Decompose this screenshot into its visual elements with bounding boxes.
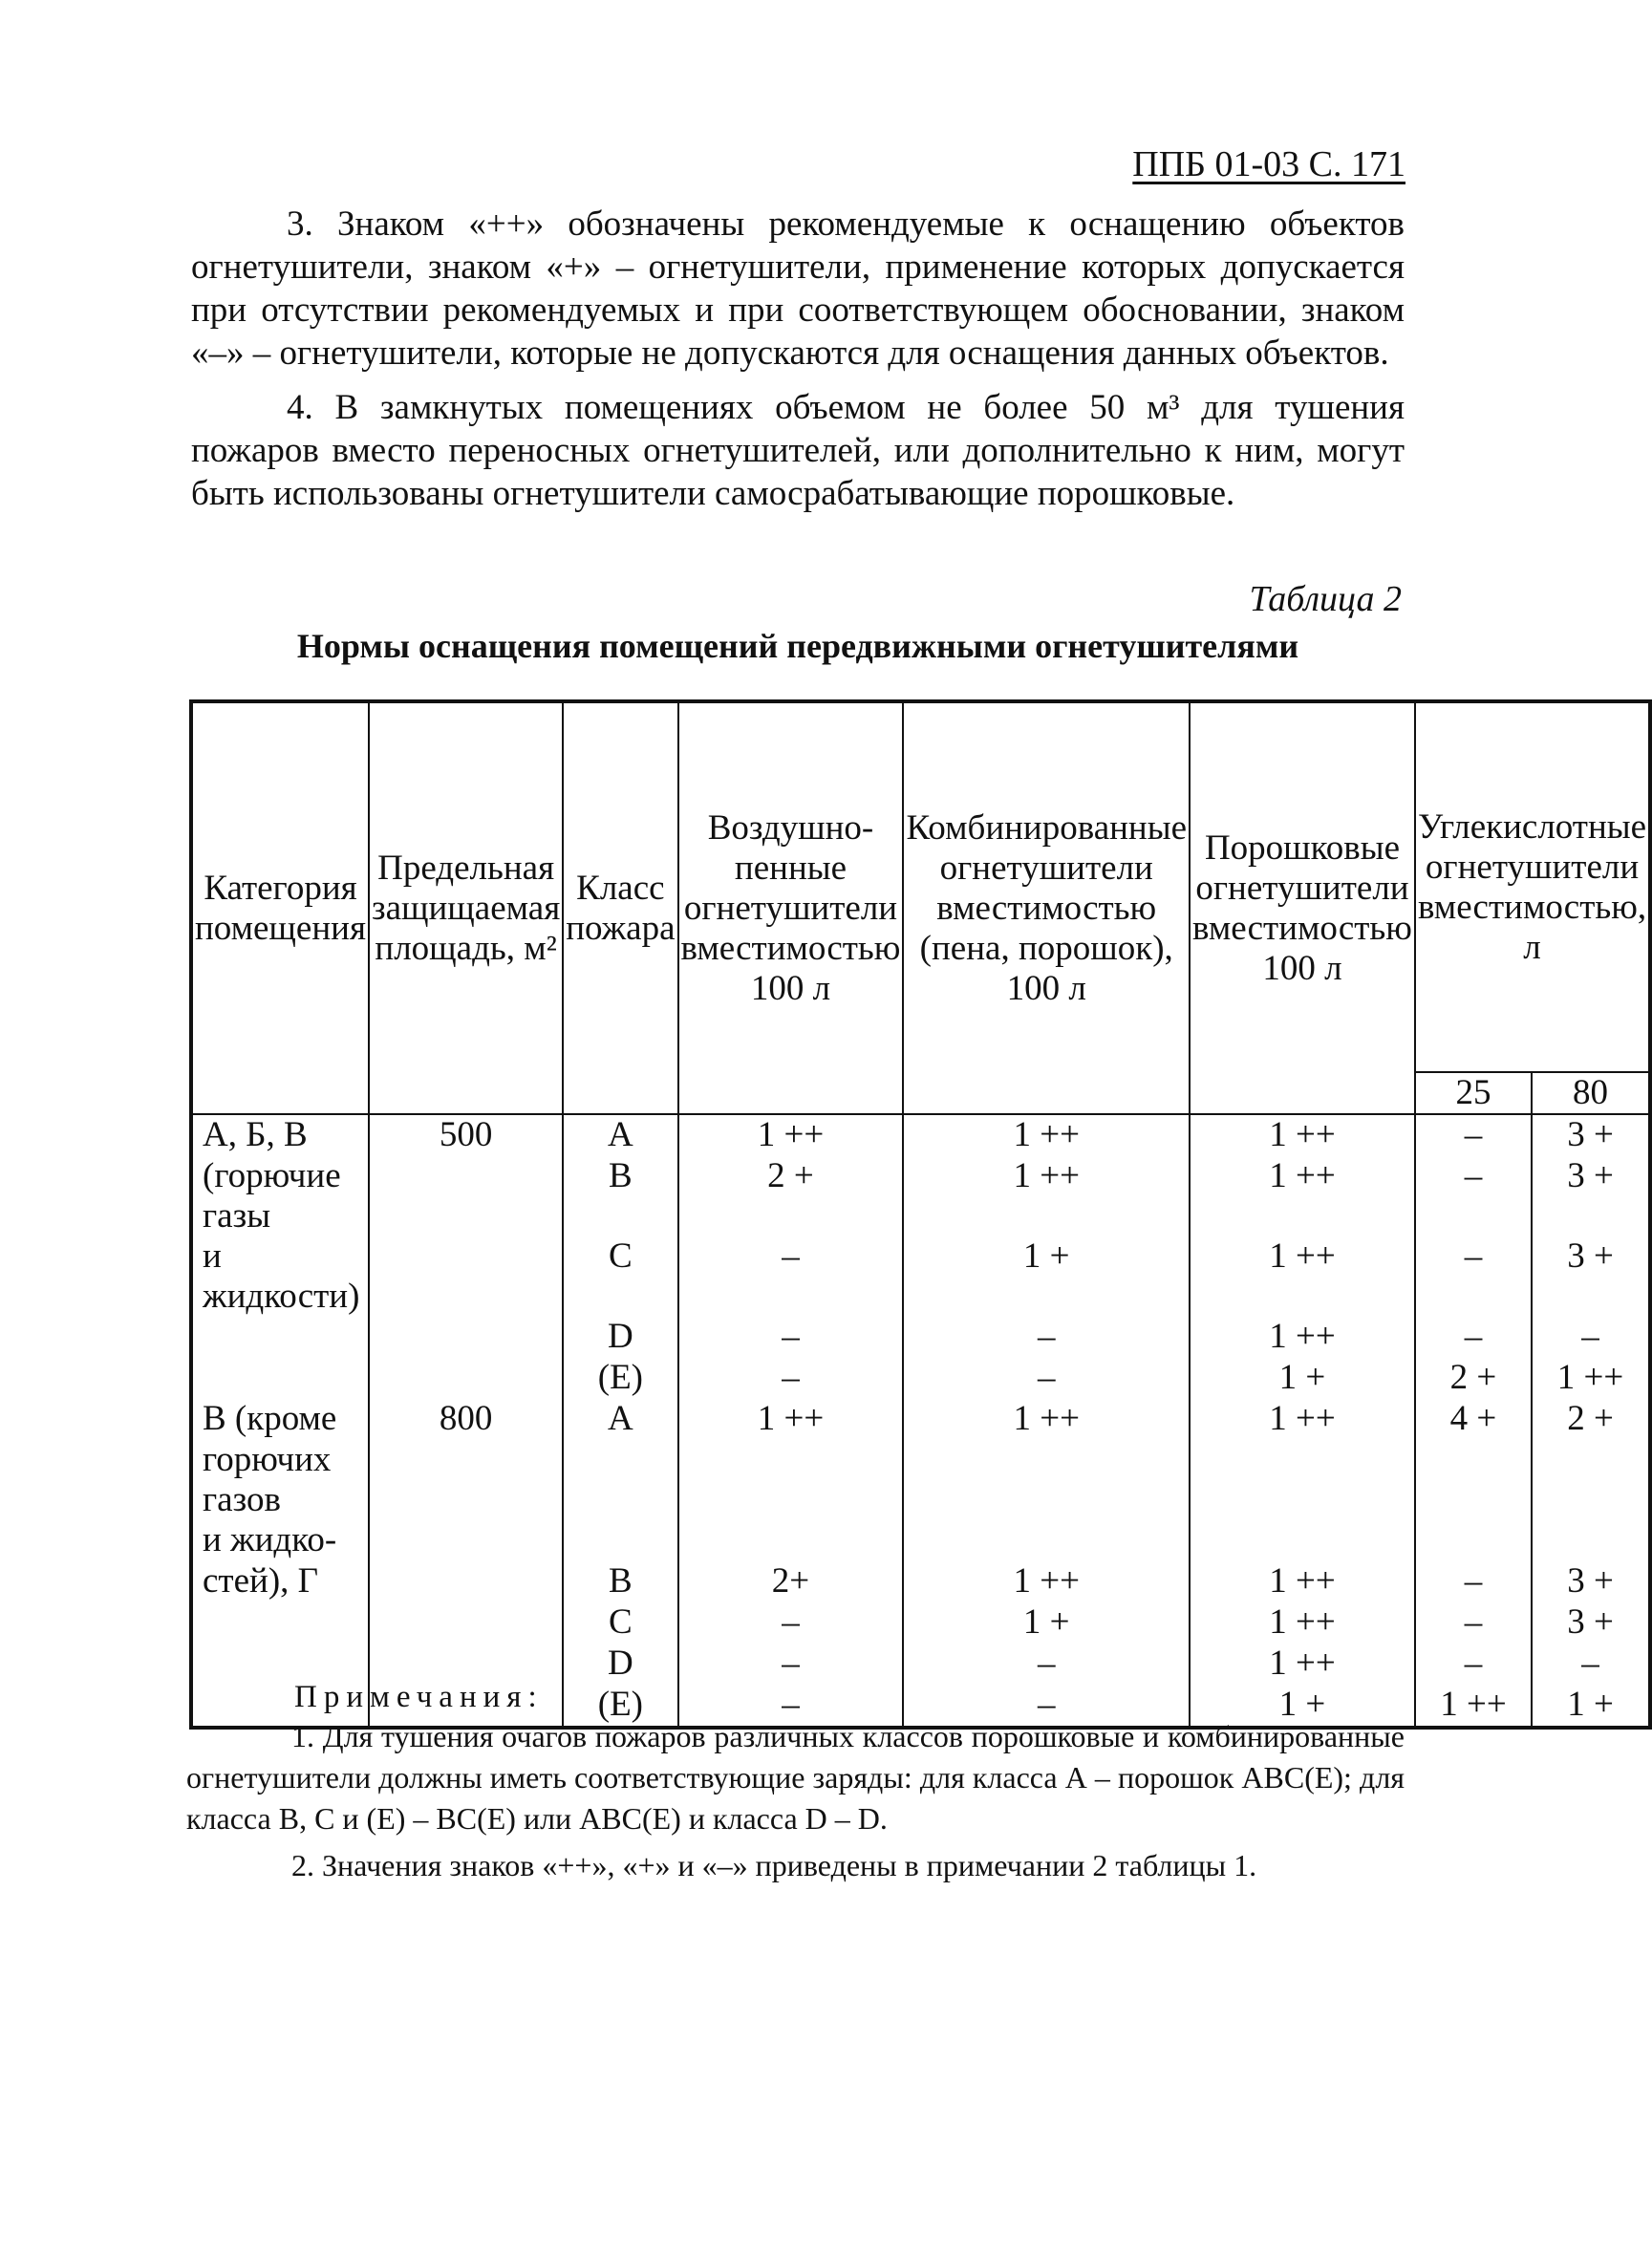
table-title: Нормы оснащения помещений передвижными огнетушителями <box>296 627 1299 665</box>
cell-area <box>369 1644 563 1685</box>
cell-air-foam: – <box>678 1358 904 1399</box>
cell-combined: – <box>903 1317 1190 1358</box>
cell-powder: 1 ++ <box>1190 1236 1415 1317</box>
table-row <box>191 1520 1650 1561</box>
cell-combined <box>903 1440 1190 1520</box>
table-row <box>191 1156 1650 1236</box>
cell-category <box>191 1602 369 1644</box>
cell-combined: 1 ++ <box>903 1399 1190 1440</box>
paragraph-4: 4. В замкнутых помещениях объемом не более 50 м³ для тушения пожаров вместо переносных огнетушителей, или дополнительно к ним, могут быть использованы огнетушители самосрабатывающие порошковые. <box>191 388 1405 513</box>
cell-co2-80: – <box>1532 1317 1650 1358</box>
cell-co2-25: 1 ++ <box>1415 1685 1532 1728</box>
cell-co2-25: – <box>1415 1561 1532 1602</box>
body-text <box>191 203 1405 527</box>
cell-co2-25: – <box>1415 1602 1532 1644</box>
cell-category: В (кроме <box>191 1399 369 1440</box>
cell-air-foam: – <box>678 1644 904 1685</box>
note-1: 1. Для тушения очагов пожаров различных классов порошковые и комбинированные огнетушители должны иметь соответствующие заряды: для класса А – порошок АВС(Е); для класса В, С и (Е) – ВС(Е) или АВС(Е) и класса D – D. <box>186 1719 1405 1836</box>
cell-powder: 1 ++ <box>1190 1602 1415 1644</box>
cell-area <box>369 1520 563 1561</box>
cell-class: В <box>563 1561 677 1602</box>
cell-category: горючих газов <box>191 1440 369 1520</box>
cell-air-foam: 1 ++ <box>678 1399 904 1440</box>
cell-class: D <box>563 1644 677 1685</box>
table-row <box>191 1440 1650 1520</box>
cell-powder: 1 ++ <box>1190 1561 1415 1602</box>
cell-co2-80 <box>1532 1520 1650 1561</box>
table-label: Таблица 2 <box>1249 579 1402 619</box>
header-co2-80: 80 <box>1532 1072 1650 1114</box>
cell-class: С <box>563 1236 677 1317</box>
cell-co2-25: 4 + <box>1415 1399 1532 1440</box>
cell-category: стей), Г <box>191 1561 369 1602</box>
cell-air-foam: 2 + <box>678 1156 904 1236</box>
header-co2: Углекислотные огнетушители вместимостью, л <box>1415 701 1650 1072</box>
cell-co2-80: 3 + <box>1532 1156 1650 1236</box>
table-row <box>191 1561 1650 1602</box>
cell-class: (Е) <box>563 1685 677 1728</box>
cell-powder <box>1190 1520 1415 1561</box>
table-body <box>191 1114 1650 1728</box>
norms-table <box>189 699 1652 1730</box>
cell-co2-25: – <box>1415 1156 1532 1236</box>
cell-class <box>563 1440 677 1520</box>
cell-class: С <box>563 1602 677 1644</box>
cell-combined: – <box>903 1644 1190 1685</box>
cell-air-foam: 2+ <box>678 1561 904 1602</box>
cell-category: А, Б, В <box>191 1114 369 1156</box>
cell-area <box>369 1156 563 1236</box>
cell-area <box>369 1317 563 1358</box>
notes-heading: Примечания: <box>294 1680 544 1714</box>
cell-co2-25 <box>1415 1440 1532 1520</box>
cell-category: и жидко- <box>191 1520 369 1561</box>
cell-co2-25: – <box>1415 1236 1532 1317</box>
cell-class <box>563 1520 677 1561</box>
cell-class: D <box>563 1317 677 1358</box>
cell-co2-80: 1 + <box>1532 1685 1650 1728</box>
table-row <box>191 1644 1650 1685</box>
table-row <box>191 1399 1650 1440</box>
cell-combined: – <box>903 1685 1190 1728</box>
cell-air-foam: – <box>678 1685 904 1728</box>
cell-air-foam: – <box>678 1236 904 1317</box>
cell-combined: 1 ++ <box>903 1156 1190 1236</box>
cell-co2-80: 3 + <box>1532 1602 1650 1644</box>
cell-area <box>369 1358 563 1399</box>
cell-area <box>369 1561 563 1602</box>
cell-category: (горючие газы <box>191 1156 369 1236</box>
cell-powder: 1 ++ <box>1190 1156 1415 1236</box>
header-combined: Комбинированные огнетушители вместимостью (пена, порошок), 100 л <box>903 701 1190 1114</box>
cell-co2-80: 2 + <box>1532 1399 1650 1440</box>
cell-co2-80: – <box>1532 1644 1650 1685</box>
header-area: Предельная защищаемая площадь, м² <box>369 701 563 1114</box>
cell-powder: 1 + <box>1190 1685 1415 1728</box>
cell-co2-25 <box>1415 1520 1532 1561</box>
notes <box>186 1716 1405 1892</box>
cell-class: А <box>563 1399 677 1440</box>
header-category: Категория помещения <box>191 701 369 1114</box>
cell-co2-80 <box>1532 1440 1650 1520</box>
cell-area <box>369 1602 563 1644</box>
cell-category <box>191 1317 369 1358</box>
cell-area <box>369 1440 563 1520</box>
cell-area: 800 <box>369 1399 563 1440</box>
table-row <box>191 1358 1650 1399</box>
header-co2-25: 25 <box>1415 1072 1532 1114</box>
cell-combined <box>903 1520 1190 1561</box>
cell-combined: 1 + <box>903 1602 1190 1644</box>
cell-area: 500 <box>369 1114 563 1156</box>
cell-co2-25: – <box>1415 1317 1532 1358</box>
cell-powder <box>1190 1440 1415 1520</box>
cell-co2-25: 2 + <box>1415 1358 1532 1399</box>
cell-air-foam <box>678 1440 904 1520</box>
table-row <box>191 1236 1650 1317</box>
cell-powder: 1 ++ <box>1190 1317 1415 1358</box>
cell-air-foam: 1 ++ <box>678 1114 904 1156</box>
cell-category <box>191 1644 369 1685</box>
cell-air-foam <box>678 1520 904 1561</box>
cell-co2-25: – <box>1415 1114 1532 1156</box>
cell-combined: 1 + <box>903 1236 1190 1317</box>
cell-class: (Е) <box>563 1358 677 1399</box>
paragraph-3: 3. Знаком «++» обозначены рекомендуемые к оснащению объектов огнетушители, знаком «+» – огнетушители, применение которых допускается при отсутствии рекомендуемых и при соответствующем обосновании, знаком «–» – огнетушители, которые не допускаются для оснащения данных объектов. <box>191 204 1405 373</box>
cell-category: и жидкости) <box>191 1236 369 1317</box>
page-header: ППБ 01-03 С. 171 <box>1132 144 1405 184</box>
cell-air-foam: – <box>678 1317 904 1358</box>
cell-powder: 1 ++ <box>1190 1114 1415 1156</box>
header-air-foam: Воздушно-пенные огнетушители вместимостью 100 л <box>678 701 904 1114</box>
cell-powder: 1 ++ <box>1190 1644 1415 1685</box>
cell-co2-80: 3 + <box>1532 1561 1650 1602</box>
cell-co2-80: 3 + <box>1532 1236 1650 1317</box>
cell-combined: 1 ++ <box>903 1114 1190 1156</box>
header-powder: Порошковые огнетушители вместимостью 100 л <box>1190 701 1415 1114</box>
cell-powder: 1 ++ <box>1190 1399 1415 1440</box>
cell-air-foam: – <box>678 1602 904 1644</box>
cell-powder: 1 + <box>1190 1358 1415 1399</box>
table-row <box>191 1602 1650 1644</box>
table-row <box>191 1317 1650 1358</box>
cell-class: А <box>563 1114 677 1156</box>
table-row <box>191 1114 1650 1156</box>
cell-category <box>191 1358 369 1399</box>
header-fire-class: Класс пожара <box>563 701 677 1114</box>
cell-area <box>369 1236 563 1317</box>
cell-combined: – <box>903 1358 1190 1399</box>
note-2: 2. Значения знаков «++», «+» и «–» приведены в примечании 2 таблицы 1. <box>291 1848 1257 1882</box>
cell-co2-80: 3 + <box>1532 1114 1650 1156</box>
cell-co2-25: – <box>1415 1644 1532 1685</box>
cell-co2-80: 1 ++ <box>1532 1358 1650 1399</box>
cell-combined: 1 ++ <box>903 1561 1190 1602</box>
cell-class: В <box>563 1156 677 1236</box>
